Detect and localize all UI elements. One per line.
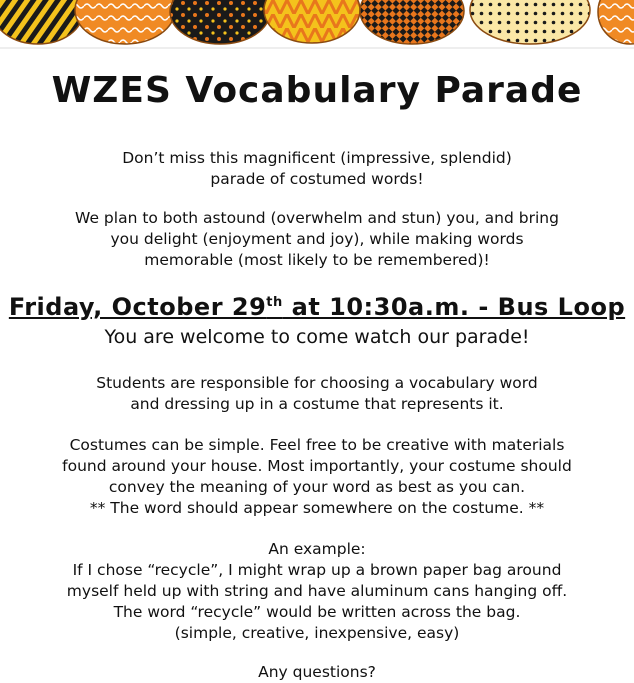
event-ordinal: th: [266, 295, 283, 310]
example-line: myself held up with string and have aluminum cans hanging off.: [66, 582, 568, 600]
costumes-line: Costumes can be simple. Feel free to be creative with materials: [69, 436, 565, 454]
responsibility-line: and dressing up in a costume that represents it.: [130, 395, 504, 413]
example-line: The word “recycle” would be written across the bag.: [113, 603, 521, 621]
event-date-heading: [0, 293, 634, 321]
example-line: (simple, creative, inexpensive, easy): [174, 624, 460, 642]
event-day: Friday, October 29: [8, 293, 267, 321]
event-time-location: at 10:30a.m. - Bus Loop: [282, 293, 626, 321]
page-title: WZES Vocabulary Parade: [51, 70, 583, 111]
responsibility-line: Students are responsible for choosing a vocabulary word: [96, 374, 538, 392]
costumes-line: ** The word should appear somewhere on the costume. **: [89, 499, 545, 517]
example-line: If I chose “recycle”, I might wrap up a brown paper bag around: [72, 561, 562, 579]
closing-paragraph: [0, 662, 634, 683]
costumes-paragraph: [0, 435, 634, 519]
costumes-line: convey the meaning of your word as best as you can.: [108, 478, 526, 496]
example-paragraph: [0, 539, 634, 644]
pumpkin-border-decoration: [0, 0, 634, 50]
intro-line: parade of costumed words!: [210, 170, 424, 188]
welcome-text: You are welcome to come watch our parade!: [104, 326, 530, 348]
plan-line: memorable (most likely to be remembered)!: [144, 251, 490, 269]
plan-line: We plan to both astound (overwhelm and stun) you, and bring: [75, 209, 559, 227]
example-heading: An example:: [268, 540, 366, 558]
responsibility-paragraph: [0, 373, 634, 415]
plan-line: you delight (enjoyment and joy), while making words: [110, 230, 524, 248]
intro-paragraph: [0, 148, 634, 190]
costumes-line: found around your house. Most importantly, your costume should: [62, 457, 572, 475]
closing-text: Any questions?: [258, 663, 376, 681]
intro-line: Don’t miss this magnificent (impressive, splendid): [122, 149, 512, 167]
plan-paragraph: [0, 208, 634, 271]
